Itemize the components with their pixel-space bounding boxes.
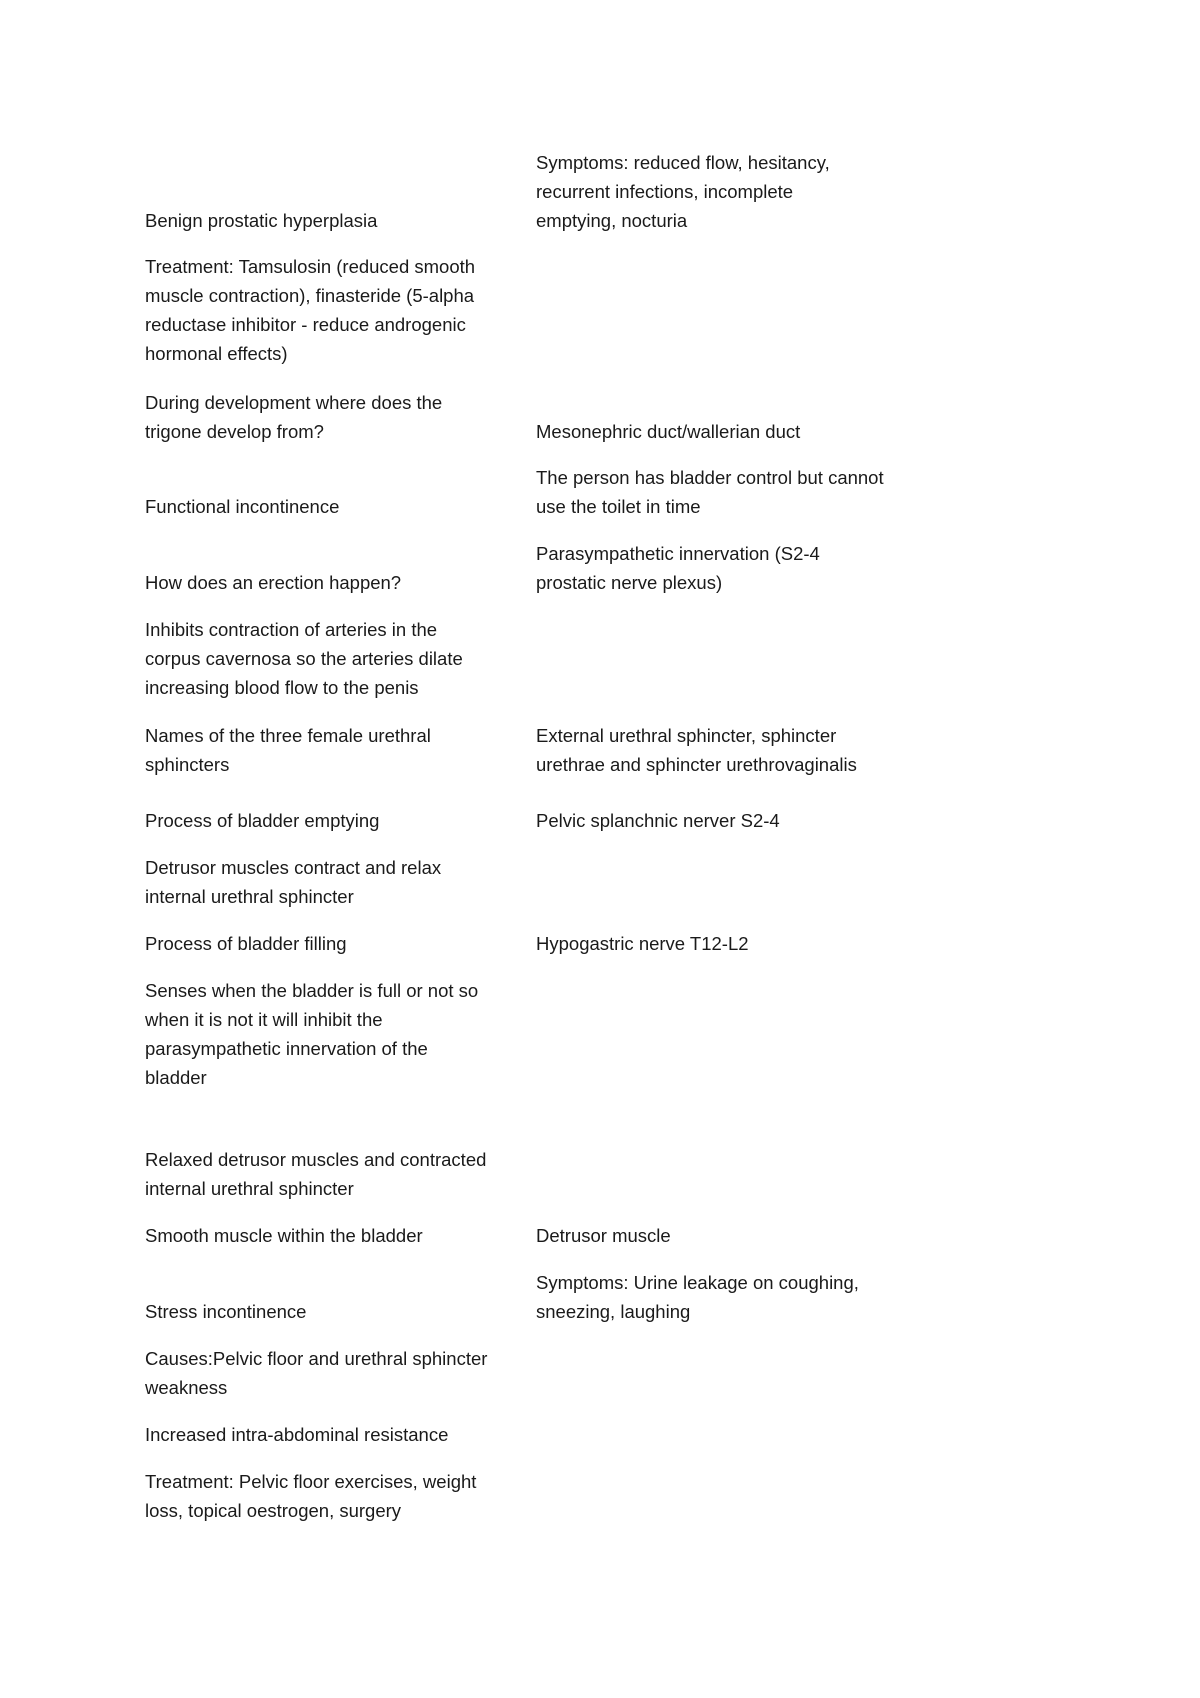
- text-line: Smooth muscle within the bladder: [145, 1225, 423, 1246]
- text-line: Increased intra-abdominal resistance: [145, 1424, 449, 1445]
- text-line: emptying, nocturia: [536, 210, 688, 231]
- smooth-muscle-question: [145, 1221, 423, 1250]
- text-line: hormonal effects): [145, 343, 288, 364]
- text-line: Mesonephric duct/wallerian duct: [536, 421, 801, 442]
- smooth-muscle-answer: [536, 1221, 671, 1250]
- functional-incontinence-label: [145, 492, 339, 521]
- text-line: Symptoms: reduced flow, hesitancy,: [536, 152, 830, 173]
- text-line: External urethral sphincter, sphincter: [536, 725, 837, 746]
- emptying-answer: [536, 806, 780, 835]
- text-line: internal urethral sphincter: [145, 1178, 354, 1199]
- bladder-emptying-label: [145, 806, 379, 835]
- trigone-question: [145, 388, 442, 446]
- text-line: Treatment: Tamsulosin (reduced smooth: [145, 256, 476, 277]
- intra-abdominal-text: [145, 1420, 448, 1449]
- stress-treatment: [145, 1467, 476, 1525]
- text-line: Relaxed detrusor muscles and contracted: [145, 1149, 487, 1170]
- stress-incontinence-label: [145, 1297, 306, 1326]
- text-line: How does an erection happen?: [145, 572, 402, 593]
- text-line: increasing blood flow to the penis: [145, 677, 419, 698]
- filling-answer: [536, 929, 749, 958]
- emptying-detail: [145, 853, 441, 911]
- text-line: Process of bladder filling: [145, 933, 347, 954]
- text-line: Pelvic splanchnic nerver S2-4: [536, 810, 780, 831]
- text-line: Senses when the bladder is full or not so: [145, 980, 479, 1001]
- text-line: muscle contraction), finasteride (5-alpha: [145, 285, 475, 306]
- erection-detail: [145, 615, 463, 702]
- bph-treatment: [145, 252, 475, 368]
- text-line: Detrusor muscle: [536, 1225, 671, 1246]
- text-line: urethrae and sphincter urethrovaginalis: [536, 754, 857, 775]
- functional-answer: [536, 463, 884, 521]
- text-line: During development where does the: [145, 392, 443, 413]
- sphincters-question: [145, 721, 431, 779]
- text-line: sphincters: [145, 754, 230, 775]
- text-line: Stress incontinence: [145, 1301, 307, 1322]
- text-line: loss, topical oestrogen, surgery: [145, 1500, 402, 1521]
- text-line: weakness: [145, 1377, 228, 1398]
- text-line: Names of the three female urethral: [145, 725, 431, 746]
- text-line: Treatment: Pelvic floor exercises, weight: [145, 1471, 477, 1492]
- erection-question: [145, 568, 401, 597]
- text-line: internal urethral sphincter: [145, 886, 354, 907]
- text-line: prostatic nerve plexus): [536, 572, 723, 593]
- bladder-filling-label: [145, 929, 347, 958]
- bph-symptoms: [536, 148, 830, 235]
- text-line: parasympathetic innervation of the: [145, 1038, 428, 1059]
- text-line: bladder: [145, 1067, 207, 1088]
- text-line: Inhibits contraction of arteries in the: [145, 619, 438, 640]
- text-line: Detrusor muscles contract and relax: [145, 857, 442, 878]
- sphincters-answer: [536, 721, 857, 779]
- text-line: when it is not it will inhibit the: [145, 1009, 383, 1030]
- text-line: reductase inhibitor - reduce androgenic: [145, 314, 466, 335]
- stress-causes: [145, 1344, 487, 1402]
- trigone-answer: [536, 417, 800, 446]
- text-line: Functional incontinence: [145, 496, 340, 517]
- text-line: The person has bladder control but cannot: [536, 467, 884, 488]
- bph-title: [145, 206, 377, 235]
- text-line: Hypogastric nerve T12-L2: [536, 933, 749, 954]
- text-line: sneezing, laughing: [536, 1301, 691, 1322]
- text-line: Symptoms: Urine leakage on coughing,: [536, 1272, 859, 1293]
- filling-detail: [145, 976, 478, 1092]
- text-line: corpus cavernosa so the arteries dilate: [145, 648, 463, 669]
- text-line: trigone develop from?: [145, 421, 324, 442]
- text-line: use the toilet in time: [536, 496, 701, 517]
- stress-symptoms: [536, 1268, 859, 1326]
- erection-answer: [536, 539, 820, 597]
- text-line: recurrent infections, incomplete: [536, 181, 794, 202]
- relaxed-detail: [145, 1145, 486, 1203]
- text-line: Causes:Pelvic floor and urethral sphincter: [145, 1348, 488, 1369]
- text-line: Process of bladder emptying: [145, 810, 380, 831]
- text-line: Benign prostatic hyperplasia: [145, 210, 378, 231]
- text-line: Parasympathetic innervation (S2-4: [536, 543, 820, 564]
